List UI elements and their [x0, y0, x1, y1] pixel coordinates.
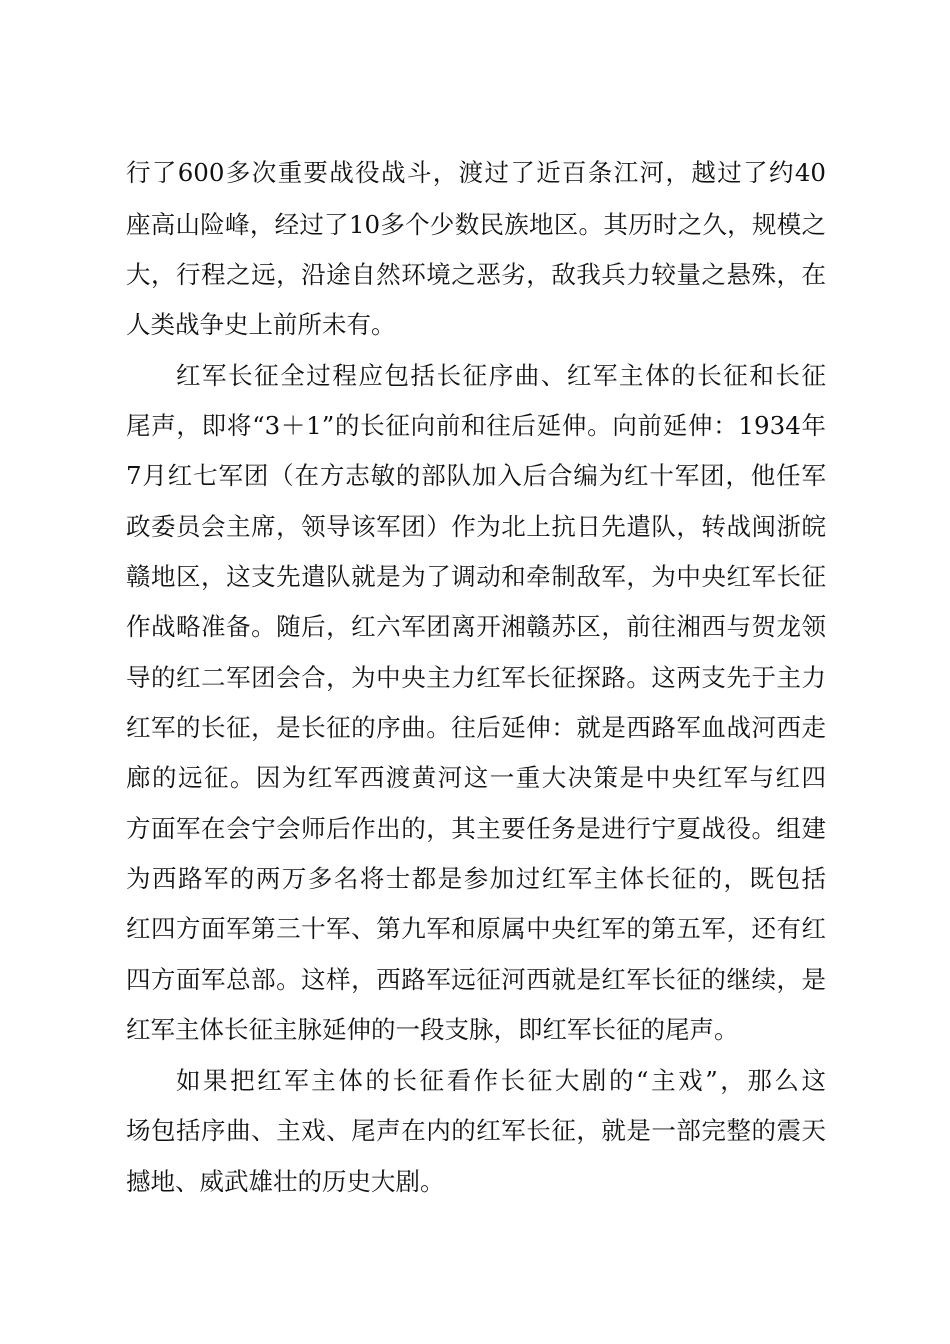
paragraph-3-line-1: 如果把红军主体的长征看作长征大剧的“主戏”，那么这: [176, 1066, 826, 1095]
paragraph-2-line-3: 7月红七军团（在方志敏的部队加入后合编为红十军团，他任军: [126, 461, 826, 490]
paragraph-2-line-5: 赣地区，这支先遣队就是为了调动和牵制敌军，为中央红军长征: [126, 562, 826, 591]
paragraph-1-line-2: 座高山险峰，经过了10多个少数民族地区。其历时之久，规模之: [126, 210, 826, 239]
paragraph-2-line-12: 红四方面军第三十军、第九军和原属中央红军的第五军，还有红: [126, 914, 826, 943]
paragraph-1-line-1: 行了600多次重要战役战斗，渡过了近百条江河，越过了约40: [126, 158, 826, 187]
paragraph-2-line-6: 作战略准备。随后，红六军团离开湘赣苏区，前往湘西与贺龙领: [126, 612, 826, 641]
paragraph-2-line-2: 尾声，即将“3＋1”的长征向前和往后延伸。向前延伸：1934年: [126, 411, 826, 440]
paragraph-2-line-11: 为西路军的两万多名将士都是参加过红军主体长征的，既包括: [126, 864, 826, 893]
paragraph-2-line-7: 导的红二军团会合，为中央主力红军长征探路。这两支先于主力: [126, 663, 826, 692]
paragraph-2-line-9: 廊的远征。因为红军西渡黄河这一重大决策是中央红军与红四: [126, 763, 826, 792]
paragraph-3-line-3: 撼地、威武雄壮的历史大剧。: [126, 1167, 445, 1196]
paragraph-2-line-1: 红军长征全过程应包括长征序曲、红军主体的长征和长征: [176, 361, 826, 390]
paragraph-2-line-4: 政委员会主席，领导该军团）作为北上抗日先遣队，转战闽浙皖: [126, 512, 826, 541]
paragraph-3-line-2: 场包括序曲、主戏、尾声在内的红军长征，就是一部完整的震天: [126, 1116, 826, 1145]
paragraph-2-line-13: 四方面军总部。这样，西路军远征河西就是红军长征的继续，是: [126, 965, 826, 994]
paragraph-2-line-14: 红军主体长征主脉延伸的一段支脉，即红军长征的尾声。: [126, 1015, 739, 1044]
paragraph-1-line-4: 人类战争史上前所未有。: [126, 310, 396, 339]
paragraph-2-line-8: 红军的长征，是长征的序曲。往后延伸：就是西路军血战河西走: [126, 713, 826, 742]
paragraph-2-line-10: 方面军在会宁会师后作出的，其主要任务是进行宁夏战役。组建: [126, 814, 826, 843]
paragraph-1-line-3: 大，行程之远，沿途自然环境之恶劣，敌我兵力较量之悬殊，在: [126, 260, 826, 289]
